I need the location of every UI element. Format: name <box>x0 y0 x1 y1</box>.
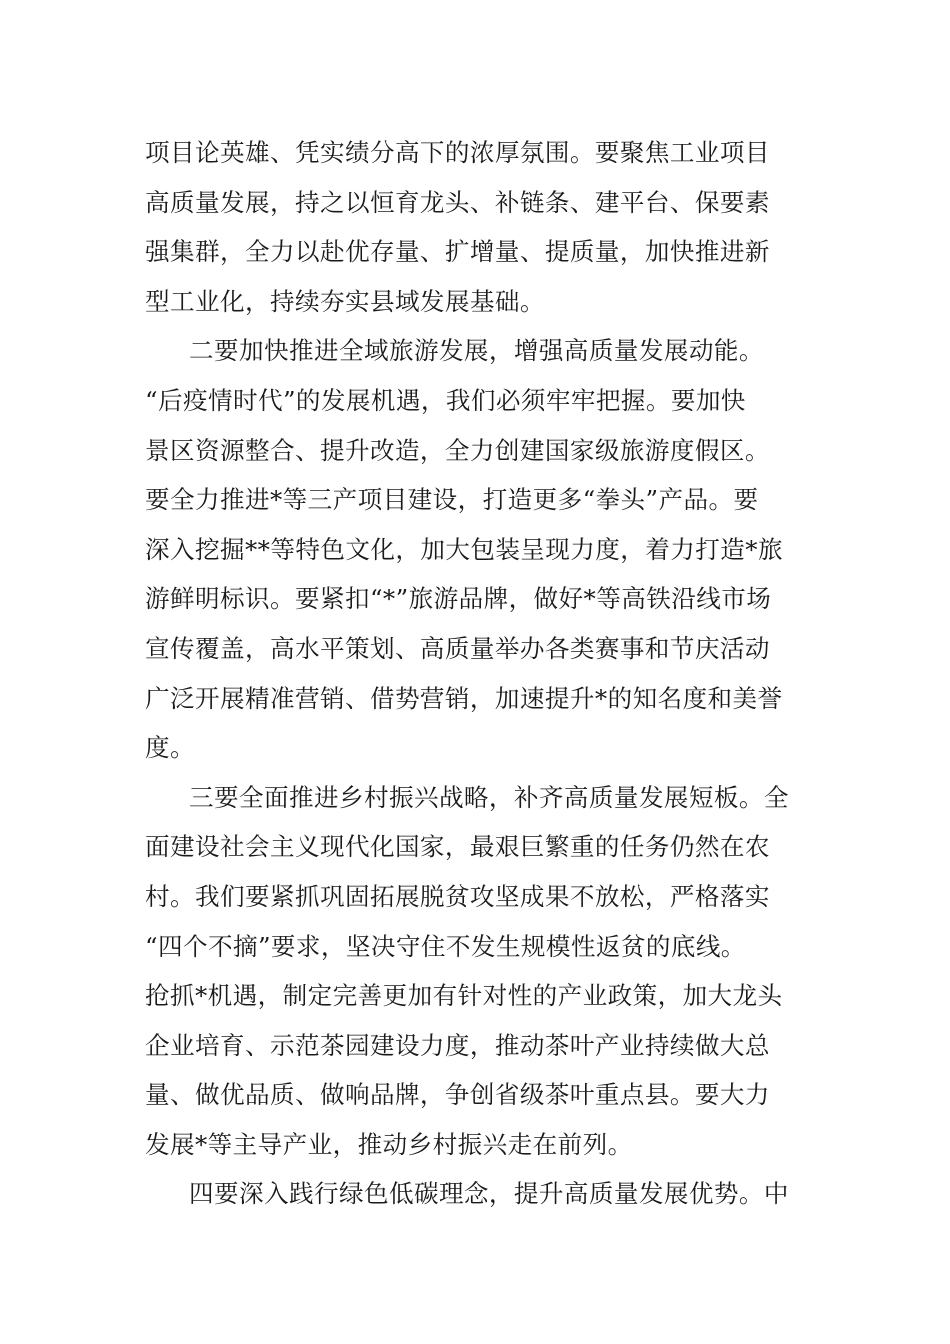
paragraph-heading-line: 三要全面推进乡村振兴战略，补齐高质量发展短板。全 <box>189 782 789 812</box>
text-line: 村。我们要紧抓巩固拓展脱贫攻坚成果不放松，严格落实 <box>145 881 770 911</box>
text-line: 抢抓*机遇，制定完善更加有针对性的产业政策，加大龙头 <box>145 981 783 1011</box>
paragraph-heading-line: 四要深入践行绿色低碳理念，提升高质量发展优势。中 <box>189 1179 789 1209</box>
text-line: 景区资源整合、提升改造，全力创建国家级旅游度假区。 <box>145 435 770 465</box>
text-line: 型工业化，持续夯实县域发展基础。 <box>145 286 545 316</box>
text-line: 宣传覆盖，高水平策划、高质量举办各类赛事和节庆活动 <box>145 633 770 663</box>
text-line: 强集群，全力以赴优存量、扩增量、提质量，加快推进新 <box>145 237 770 267</box>
text-line: 深入挖掘**等特色文化，加大包装呈现力度，着力打造*旅 <box>145 534 783 564</box>
text-line: 游鲜明标识。要紧扣“*”旅游品牌，做好*等高铁沿线市场 <box>145 584 772 614</box>
text-line: 企业培育、示范茶园建设力度，推动茶叶产业持续做大总 <box>145 1030 770 1060</box>
text-line: 量、做优品质、做响品牌，争创省级茶叶重点县。要大力 <box>145 1080 770 1110</box>
paragraph-heading-line: 二要加快推进全域旅游发展，增强高质量发展动能。 <box>189 336 764 366</box>
text-line: “四个不摘”要求，坚决守住不发生规模性返贫的底线。 <box>145 931 746 961</box>
text-line: “后疫情时代”的发展机遇，我们必须牢牢把握。要加快 <box>145 385 746 415</box>
text-line: 面建设社会主义现代化国家，最艰巨繁重的任务仍然在农 <box>145 832 770 862</box>
text-line: 广泛开展精准营销、借势营销，加速提升*的知名度和美誉 <box>145 683 783 713</box>
body-text <box>145 128 813 1219</box>
text-line: 高质量发展，持之以恒育龙头、补链条、建平台、保要素 <box>145 187 770 217</box>
text-line: 度。 <box>145 733 195 763</box>
text-line: 发展*等主导产业，推动乡村振兴走在前列。 <box>145 1129 633 1159</box>
text-line: 要全力推进*等三产项目建设，打造更多“拳头”产品。要 <box>145 485 759 515</box>
text-line: 项目论英雄、凭实绩分高下的浓厚氛围。要聚焦工业项目 <box>145 138 770 167</box>
